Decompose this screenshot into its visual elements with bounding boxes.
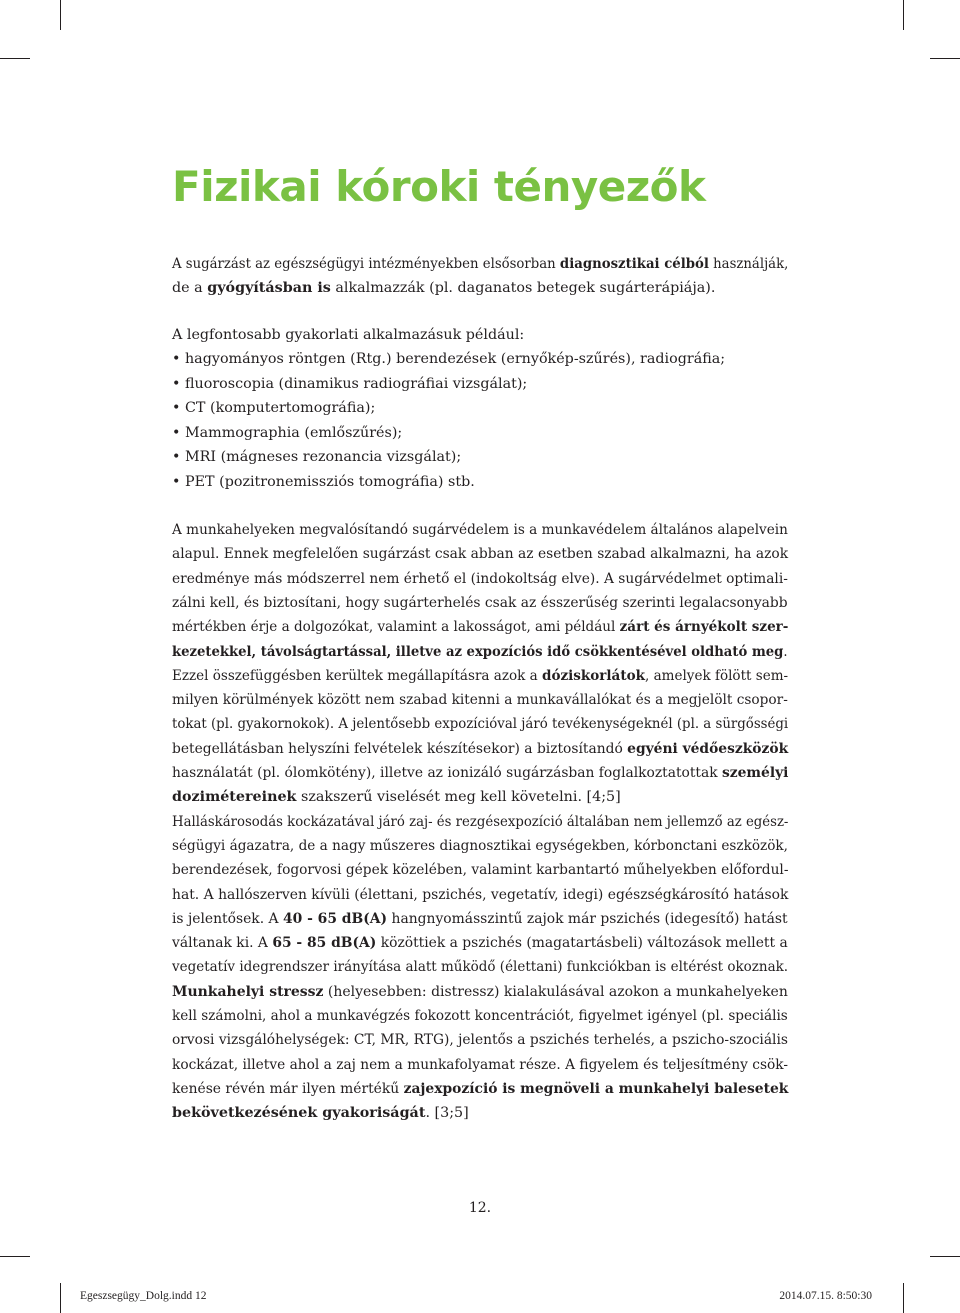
bold-text: 40 - 65 dB(A): [282, 910, 388, 927]
text-span: A munkahelyeken megvalósítandó sugárvédelem is a munkavédelem általános alapelvein: [172, 522, 788, 538]
list-heading: A legfontosabb gyakorlati alkalmazásuk például:: [172, 327, 525, 343]
text-span: hangnyomásszintű zajok már pszichés (idegesítő) hatást: [387, 910, 788, 927]
bold-text: személyi: [721, 765, 789, 781]
text-span: de a: [172, 280, 208, 296]
crop-mark: [60, 1283, 61, 1313]
text-span: alkalmazzák (pl. daganatos betegek sugárterápiája).: [330, 280, 716, 296]
bold-text: Munkahelyi stressz: [172, 983, 324, 1000]
crop-mark: [0, 58, 30, 59]
text-span: (helyesebben: distressz) kialakulásával azokon a munkahelyeken: [323, 983, 788, 1000]
crop-mark: [903, 0, 904, 30]
list-item: • PET (pozitronemissziós tomográfia) stb.: [172, 474, 475, 490]
page-title: Fizikai kóroki tényezők: [172, 162, 706, 211]
body-line: [172, 518, 788, 542]
body-line: [172, 858, 788, 882]
body-line: [172, 664, 788, 688]
body-line: [172, 931, 788, 955]
body-line: [172, 810, 788, 834]
text-span: alapul. Ennek megfelelően sugárzást csak abban az esetben szabad alkalmazni, ha azok: [172, 546, 789, 563]
footer-datetime: 2014.07.15. 8:50:30: [779, 1290, 872, 1302]
text-span: zálni kell, és biztosítani, hogy sugárterhelés csak az ésszerűség szerinti legalacsonyabb: [172, 594, 788, 611]
text-span: használják,: [708, 256, 789, 272]
text-span: berendezések, fogorvosi gépek közelében, valamint karbantartó műhelyekben előfordul-: [172, 862, 789, 879]
body-line: [172, 980, 788, 1004]
crop-mark: [930, 58, 960, 59]
body-line: [172, 834, 788, 858]
body-line: [172, 542, 788, 566]
list-item: • CT (komputertomográfia);: [172, 400, 376, 417]
bold-text: 65 - 85 dB(A): [272, 935, 377, 952]
crop-mark: [930, 1256, 960, 1257]
text-span: milyen körülmények között nem szabad kitenni a munkavállalókat és a megjelölt csopor-: [172, 692, 788, 709]
body-line: [172, 640, 788, 664]
body-line: [172, 907, 788, 931]
intro-line: [172, 276, 715, 300]
body-line: [172, 761, 788, 785]
text-span: .: [783, 643, 788, 660]
bold-text: kezetekkel, távolságtartással, illetve az expozíciós idő csökkentésével oldható meg: [172, 643, 784, 660]
text-span: Ezzel összefüggésben kerültek megállapításra azok a: [172, 667, 542, 684]
bold-text: dóziskorlátok: [541, 667, 645, 684]
list-item: • fluoroscopia (dinamikus radiográfiai vizsgálat);: [172, 375, 528, 392]
text-span: kockázat, illetve ahol a zaj nem a munkafolyamat része. A figyelem és teljesítmény csök-: [172, 1056, 789, 1073]
text-span: váltanak ki. A: [172, 935, 273, 952]
body-line: [172, 712, 788, 736]
bold-text: zárt és árnyékolt szer-: [619, 619, 789, 636]
body-line: [172, 1028, 788, 1052]
bold-text: gyógyításban is: [207, 280, 331, 296]
crop-mark: [903, 1283, 904, 1313]
text-span: kenése révén már ilyen mértékű: [172, 1080, 404, 1097]
text-span: használatát (pl. ólomkötény), illetve az ionizáló sugárzásban foglalkoztatottak: [172, 765, 722, 781]
text-span: kell számolni, ahol a munkavégzés fokozott koncentrációt, figyelmet igényel (pl. speciális: [172, 1008, 788, 1024]
body-line: [172, 688, 788, 712]
bold-text: dozimétereinek: [172, 789, 297, 806]
bold-text: egyéni védőeszközök: [627, 740, 789, 757]
text-span: tokat (pl. gyakornokok). A jelentősebb expozícióval járó tevékenységeknél (pl. a sürgősségi: [172, 716, 789, 733]
crop-mark: [0, 1256, 30, 1257]
intro-line: [172, 252, 788, 276]
body-line: [172, 1101, 469, 1125]
text-span: közöttiek a pszichés (magatartásbeli) változások mellett a: [376, 935, 788, 952]
bold-text: zajexpozíció is megnöveli a munkahelyi balesetek: [403, 1080, 789, 1097]
body-line: [172, 737, 788, 761]
body-line: [172, 1004, 788, 1028]
body-line: [172, 1077, 788, 1101]
text-span: hat. A hallószerven kívüli (élettani, pszichés, vegetatív, idegi) egészségkárosító hatások: [172, 886, 789, 903]
list-item: • MRI (mágneses rezonancia vizsgálat);: [172, 449, 462, 466]
body-line: [172, 1053, 788, 1077]
text-span: betegellátásban helyszíni felvételek készítésekor) a biztosítandó: [172, 740, 628, 757]
body-line: [172, 955, 788, 979]
body-line: [172, 567, 788, 591]
body-line: [172, 785, 621, 809]
text-span: Halláskárosodás kockázatával járó zaj- és rezgésexpozíció általában nem jellemző az egész-: [172, 813, 789, 830]
footer-filename: Egeszsegügy_Dolg.indd 12: [80, 1290, 207, 1302]
list-item: • Mammographia (emlőszűrés);: [172, 424, 403, 441]
text-span: mértékben érje a dolgozókat, valamint a lakosságot, ami például: [172, 619, 620, 636]
text-span: . [3;5]: [425, 1105, 469, 1122]
body-line: [172, 615, 788, 639]
text-span: eredménye más módszerrel nem érhető el (indokoltság elve). A sugárvédelmet optimali-: [172, 570, 788, 587]
text-span: is jelentősek. A: [172, 910, 283, 927]
text-span: A sugárzást az egészségügyi intézményekben elsősorban: [172, 256, 560, 272]
bold-text: diagnosztikai célból: [559, 256, 709, 272]
body-line: [172, 591, 788, 615]
body-line: [172, 883, 788, 907]
text-span: ségügyi ágazatra, de a nagy műszeres diagnosztikai egységekben, kórbonctani eszközök,: [172, 837, 788, 854]
text-span: , amelyek fölött sem-: [644, 667, 789, 684]
page-number: 12.: [468, 1200, 492, 1216]
text-span: szakszerű viselését meg kell követelni. [4;5]: [296, 789, 621, 806]
crop-mark: [60, 0, 61, 30]
text-span: orvosi vizsgálóhelységek: CT, MR, RTG), jelentős a pszichés terhelés, a pszicho-szociális: [172, 1032, 788, 1049]
bold-text: bekövetkezésének gyakoriságát: [172, 1105, 426, 1122]
list-item: • hagyományos röntgen (Rtg.) berendezések (ernyőkép-szűrés), radiográfia;: [172, 351, 726, 367]
text-span: vegetatív idegrendszer irányítása alatt működő (élettani) funkciókban is eltérést okoznak.: [172, 959, 789, 976]
